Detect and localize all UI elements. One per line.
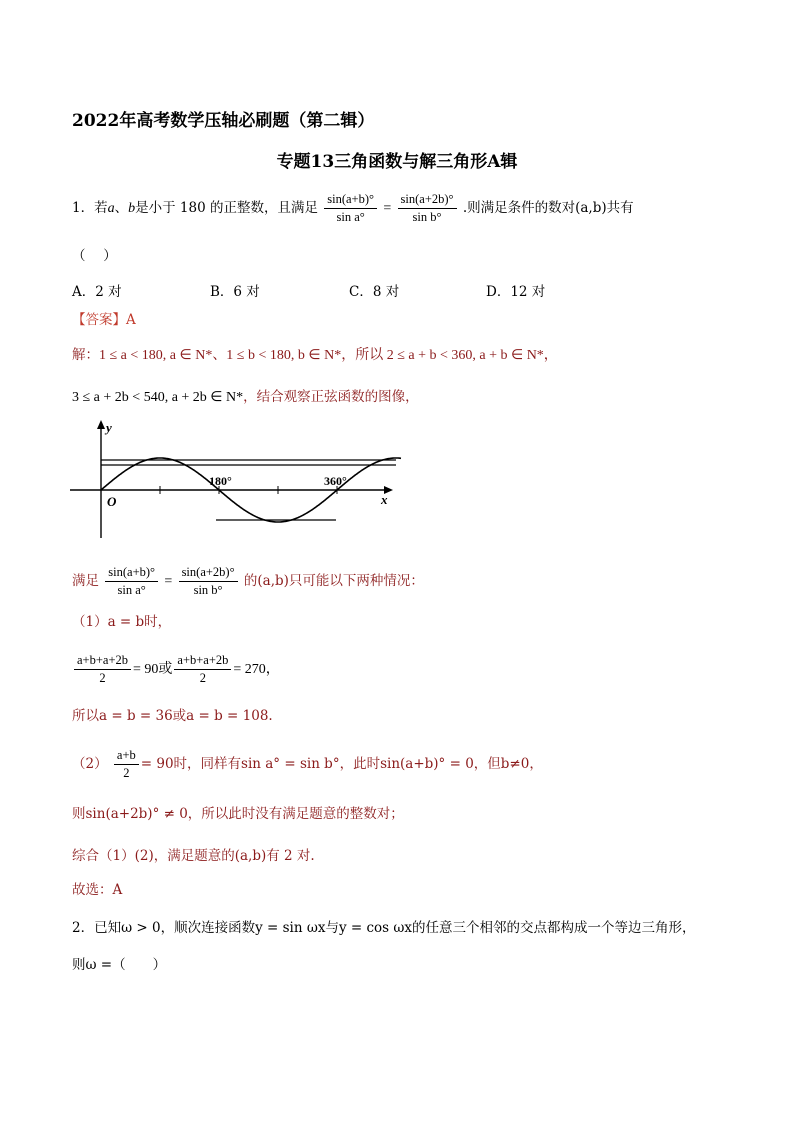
case-2-line-2: 则sin(a+2b)° ≠ 0，所以此时没有满足题意的整数对； xyxy=(72,806,404,822)
q2-statement-line-2: 则ω =（ ） xyxy=(72,957,167,973)
tick-label-180: 180° xyxy=(209,474,232,488)
solution-line-1: 解：1 ≤ a < 180, a ∈ N*、1 ≤ b < 180, b ∈ N*，所以 2 ≤ a + b < 360, a + b ∈ N*， xyxy=(72,347,558,363)
answer-label: 【答案】A xyxy=(72,312,136,328)
option-b: B．6 对 xyxy=(210,284,260,300)
x-axis-label: x xyxy=(381,492,388,507)
q1-fraction-1: $\frac{\sin(a+b)^\circ}{\text{sin a°}}$ xyxy=(324,191,377,226)
option-d: D．12 对 xyxy=(486,284,546,300)
case-1-result: 所以a = b = 36或a = b = 108. xyxy=(72,708,273,724)
summary: 综合（1）(2)，满足题意的(a,b)有 2 对. xyxy=(72,848,315,864)
solution-line-3: 满足 $\frac{\sin(a+b)^\circ}{\text{sin a°}}$ = $\frac{\sin(a+2b)^\circ}{\text{sin b°}}$ 的(a,b)只可能以下两种情况： xyxy=(72,565,424,597)
option-c: C．8 对 xyxy=(349,284,400,300)
origin-label: O xyxy=(107,494,117,509)
solution-line-2: 3 ≤ a + 2b < 540, a + 2b ∈ N*，结合观察正弦函数的图像， xyxy=(72,389,419,405)
tick-label-360: 360° xyxy=(324,474,347,488)
document-subtitle: 专题13三角函数与解三角形A辑 xyxy=(276,152,518,172)
q1-fraction-2: $\frac{\sin(a+2b)^\circ}{\text{sin b°}}$ xyxy=(398,191,457,226)
choose-answer: 故选：A xyxy=(72,882,123,898)
case-2-statement: （2） $\frac{a+b}{2}$ = 90时，同样有sin a° = sin b°，此时sin(a+b)° = 0，但b≠0， xyxy=(72,748,543,780)
q2-statement-line-1: 2．已知ω > 0，顺次连接函数y = sin ωx与y = cos ωx的任意三个相邻的交点都构成一个等边三角形， xyxy=(72,920,696,936)
y-axis-arrow xyxy=(97,420,105,429)
case-1-header: （1）a = b时， xyxy=(72,614,172,630)
y-axis-label: y xyxy=(106,420,112,435)
sine-graph xyxy=(66,418,402,542)
q1-statement: 1．若a、b是小于 180 的正整数，且满足 $\frac{\sin(a+b)^\circ}{\text{sin a°}}$ = $\frac{\sin(a+2b)^\circ}{\text{sin b°}}$ .则满足条件的数对(a,b)共有 xyxy=(72,192,634,224)
option-a: A．2 对 xyxy=(72,284,122,300)
case-1-equation: $\frac{a+b+a+2b}{2}$ = 90或 $\frac{a+b+a+2b}{2}$ = 270， xyxy=(72,652,280,687)
q1-blank: （ ） xyxy=(72,248,117,264)
document-title: 2022年高考数学压轴必刷题（第二辑） xyxy=(72,111,375,131)
